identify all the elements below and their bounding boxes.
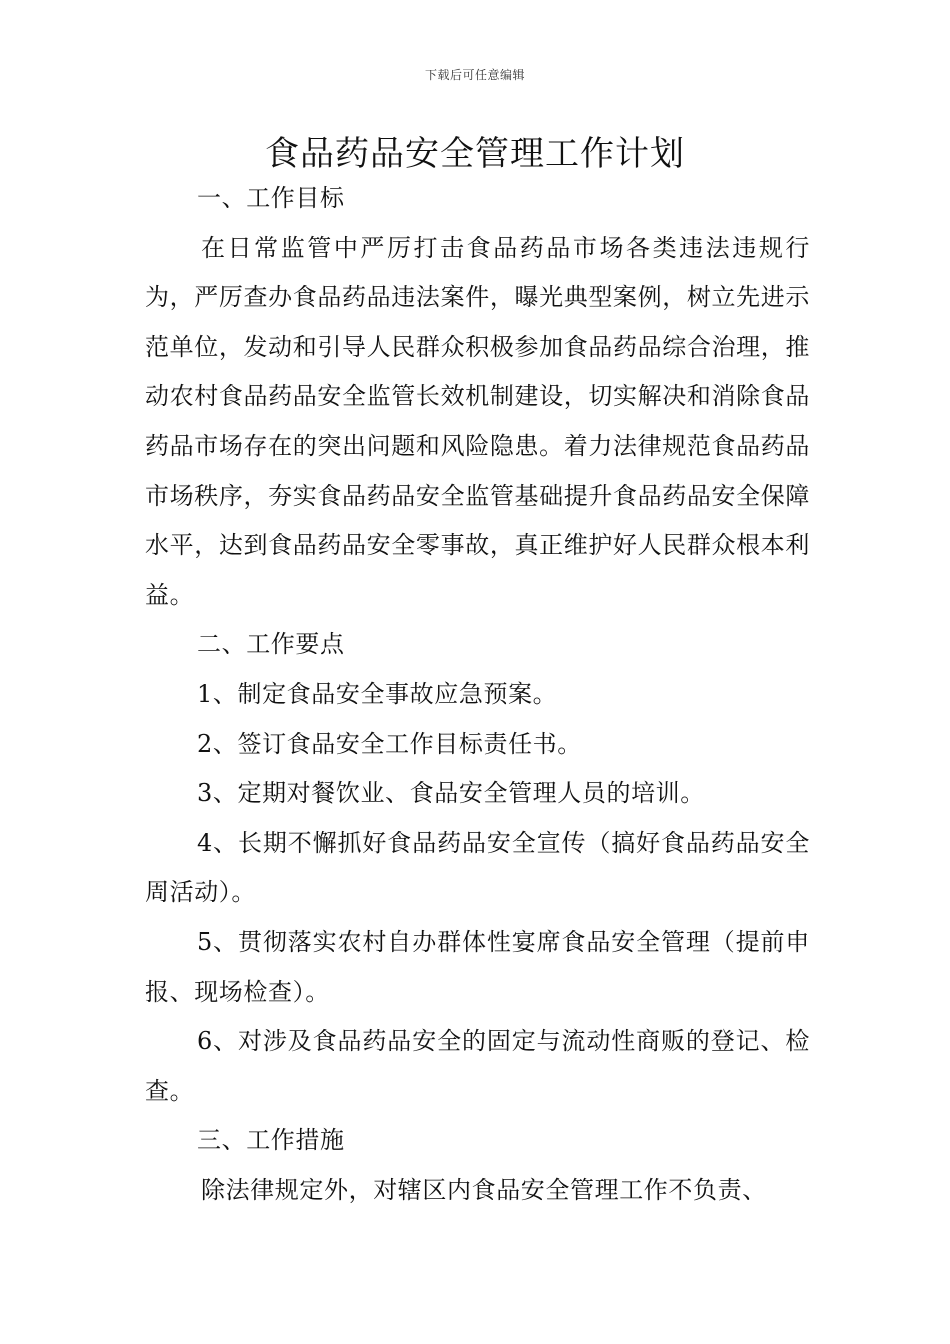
key-point-item: 1、制定食品安全事故应急预案。: [197, 679, 558, 708]
key-point-item: 5、贯彻落实农村自办群体性宴席食品安全管理（提前申报、现场检查）。: [145, 927, 810, 1006]
key-point-item: 2、签订食品安全工作目标责任书。: [197, 729, 582, 758]
key-point-item: 3、定期对餐饮业、食品安全管理人员的培训。: [197, 779, 705, 808]
section-heading-key-points: 二、工作要点: [197, 630, 345, 659]
key-point-item: 4、长期不懈抓好食品药品安全宣传（搞好食品药品安全周活动）。: [145, 828, 810, 907]
key-point-item: 6、对涉及食品药品安全的固定与流动性商贩的登记、检查。: [145, 1027, 810, 1105]
section-heading-goals: 一、工作目标: [197, 184, 345, 212]
header-note: 下载后可任意编辑: [424, 68, 525, 82]
measures-paragraph: 除法律规定外，对辖区内食品安全管理工作不负责、: [201, 1175, 767, 1204]
document-body: [145, 174, 810, 1215]
goals-paragraph: 在日常监管中严厉打击食品药品市场各类违法违规行为，严厉查办食品药品违法案件，曝光典型案例，树立先进示范单位，发动和引导人民群众积极参加食品药品综合治理，推动农村食品药品安全监管长效机制建设，切实解决和消除食品药品市场存在的突出问题和风险隐患。着力法律规范食品药品市场秩序，夯实食品药品安全监管基础提升食品药品安全保障水平，达到食品药品安全零事故，真正维护好人民群众根本利益。: [145, 233, 810, 609]
document-title: 食品药品安全管理工作计划: [265, 134, 685, 174]
section-heading-measures: 三、工作措施: [197, 1126, 345, 1155]
